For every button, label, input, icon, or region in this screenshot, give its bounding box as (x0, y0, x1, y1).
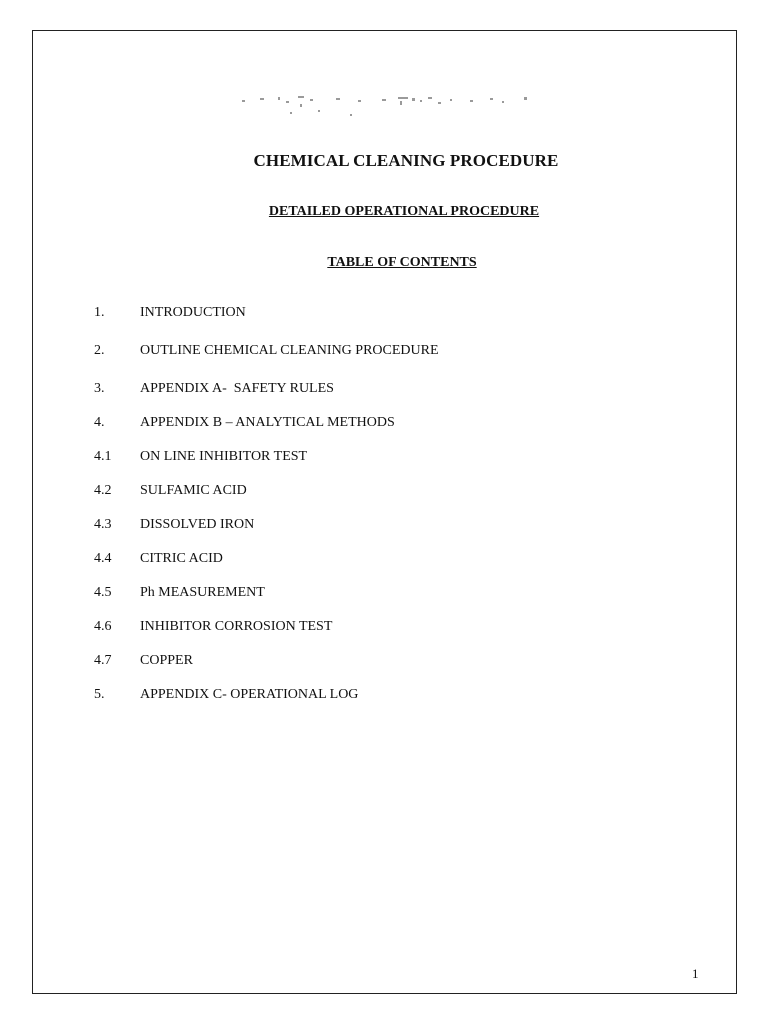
toc-item-label: SULFAMIC ACID (140, 483, 247, 498)
toc-item-label: APPENDIX B – ANALYTICAL METHODS (140, 415, 395, 430)
toc-item-label: Ph MEASUREMENT (140, 585, 265, 600)
document-title: CHEMICAL CLEANING PROCEDURE (253, 151, 559, 170)
toc-item (94, 585, 265, 601)
toc-item (94, 619, 332, 635)
document-subtitle: DETAILED OPERATIONAL PROCEDURE (268, 204, 540, 219)
toc-item-number: 4.4 (94, 551, 112, 566)
toc-item (94, 343, 439, 359)
toc-item-label: APPENDIX A- SAFETY RULES (140, 381, 334, 396)
toc-item-number: 3. (94, 381, 105, 396)
page-number: 1 (692, 966, 699, 981)
toc-item (94, 483, 247, 499)
toc-item-label: ON LINE INHIBITOR TEST (140, 449, 308, 464)
toc-item-number: 4.2 (94, 483, 112, 498)
toc-item-number: 1. (94, 305, 105, 320)
toc-item-label: INTRODUCTION (140, 305, 246, 320)
toc-item-label: APPENDIX C- OPERATIONAL LOG (140, 687, 359, 702)
toc-item-label: INHIBITOR CORROSION TEST (140, 619, 333, 634)
toc-item (94, 305, 246, 321)
toc-item (94, 653, 193, 669)
toc-item-number: 4.6 (94, 619, 112, 634)
toc-item-number: 4.7 (94, 653, 112, 668)
toc-item-label: DISSOLVED IRON (140, 517, 255, 532)
toc-item (94, 449, 307, 465)
toc-item (94, 517, 254, 533)
toc-item-number: 4.1 (94, 449, 112, 464)
toc-item-number: 5. (94, 687, 105, 702)
toc-item (94, 687, 358, 703)
toc-heading: TABLE OF CONTENTS (327, 255, 477, 270)
faded-logo-header (240, 92, 530, 122)
toc-item-label: OUTLINE CHEMICAL CLEANING PROCEDURE (140, 343, 439, 358)
toc-item (94, 381, 334, 397)
toc-item-number: 4.5 (94, 585, 112, 600)
toc-item-number: 2. (94, 343, 105, 358)
toc-item (94, 415, 395, 431)
toc-item-label: CITRIC ACID (140, 551, 223, 566)
toc-item-number: 4.3 (94, 517, 112, 532)
toc-item-label: COPPER (140, 653, 193, 668)
toc-item (94, 551, 223, 567)
toc-item-number: 4. (94, 415, 105, 430)
page-border (32, 30, 737, 994)
